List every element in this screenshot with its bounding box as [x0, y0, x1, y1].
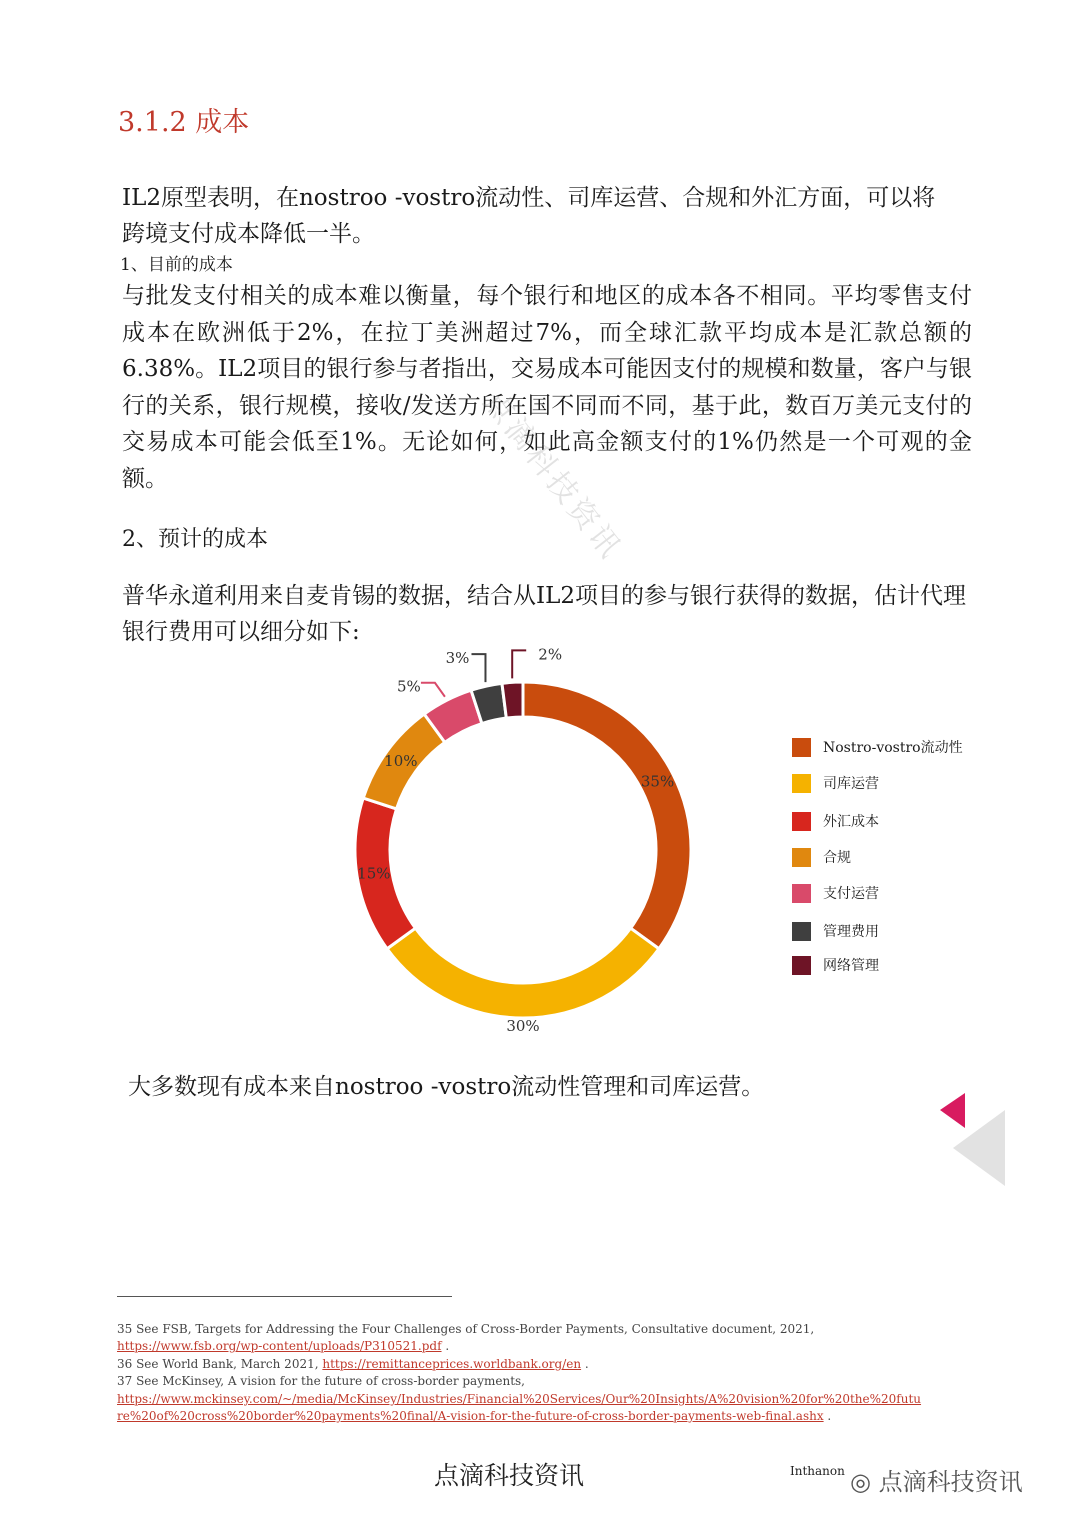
legend-swatch [792, 774, 811, 793]
footnote-line [117, 1373, 525, 1390]
current-cost-paragraph: 与批发支付相关的成本难以衡量，每个银行和地区的成本各不相同。平均零售支付成本在欧洲低于2%，在拉丁美洲超过7%，而全球汇款平均成本是汇款总额的6.38%。IL2项目的银行参与者指出，交易成本可能因支付的规模和数量，客户与银行的关系，银行规模，接收/发送方所在国不同而不同，基于此，数百万美元支付的交易成本可能会低至1%。无论如何，如此高金额支付的1%仍然是一个可观的金额。 [122, 283, 972, 492]
wechat-name: 点滴科技资讯 [878, 1468, 1023, 1496]
footnote-text: 36 See World Bank, March 2021, [117, 1357, 323, 1371]
donut-slice [502, 682, 523, 718]
wechat-watermark [850, 1462, 1023, 1497]
legend-swatch [792, 884, 811, 903]
intro-paragraph: IL2原型表明，在nostroo -vostro流动性、司库运营、合规和外汇方面，可以将跨境支付成本降低一半。 [122, 185, 936, 247]
slice-label: 5% [397, 677, 421, 696]
legend-label: 司库运营 [823, 776, 879, 792]
legend-swatch [792, 738, 811, 757]
leader-line [421, 683, 445, 697]
slice-label: 2% [538, 645, 563, 664]
footnote-link[interactable]: https://www.fsb.org/wp-content/uploads/P310521.pdf [117, 1339, 442, 1353]
footnote-line [117, 1338, 449, 1355]
donut-slice [523, 682, 691, 949]
footnote-link[interactable]: https://www.mckinsey.com/~/media/McKinsey/Industries/Financial%20Services/Our%20Insights/A%20vision%20for%20the%20futu [117, 1392, 922, 1406]
subheading-current-cost: 1、目前的成本 [120, 255, 233, 275]
legend-swatch [792, 848, 811, 867]
slice-label: 30% [506, 1017, 540, 1035]
footer-right-text: Inthanon [790, 1464, 845, 1478]
footnote-text: 35 See FSB, Targets for Addressing the Four Challenges of Cross-Border Payments, Consultative document, 2021, [117, 1322, 815, 1336]
legend-label: 网络管理 [823, 958, 879, 974]
wechat-icon: ◎ [850, 1468, 871, 1496]
legend-label: 合规 [823, 850, 851, 866]
footnote-text: 37 See McKinsey, A vision for the future of cross-border payments, [117, 1374, 525, 1388]
slice-label: 15% [357, 864, 391, 883]
footer-brand: 点滴科技资讯 [434, 1461, 585, 1490]
slice-label: 35% [640, 772, 675, 791]
legend-label: 管理费用 [823, 924, 879, 940]
footnote-divider [117, 1296, 452, 1297]
footnote-line [117, 1408, 831, 1425]
legend-label: Nostro-vostro流动性 [823, 740, 963, 756]
legend-label: 外汇成本 [823, 814, 879, 830]
leader-line [512, 650, 526, 678]
donut-slice [387, 928, 659, 1018]
projected-cost-paragraph: 普华永道利用来自麦肯锡的数据，结合从IL2项目的参与银行获得的数据，估计代理银行费用可以细分如下: [122, 583, 966, 645]
footnote-link[interactable]: https://remittanceprices.worldbank.org/en [322, 1357, 582, 1371]
legend-swatch [792, 922, 811, 941]
subheading-projected-cost: 2、预计的成本 [122, 527, 268, 552]
footnote-suffix: . [441, 1339, 450, 1353]
section-heading: 3.1.2 成本 [118, 107, 250, 138]
legend-swatch [792, 812, 811, 831]
legend-swatch [792, 956, 811, 975]
leader-line [471, 654, 485, 682]
slice-label: 10% [384, 752, 418, 771]
footnote-suffix: . [823, 1409, 832, 1423]
pink-triangle-shape [940, 1093, 965, 1128]
decorative-triangles [935, 1088, 1010, 1188]
footnote-line [117, 1356, 589, 1373]
slice-label: 3% [445, 649, 470, 668]
cost-breakdown-donut-chart [330, 645, 730, 1035]
conclusion-text: 大多数现有成本来自nostroo -vostro流动性管理和司库运营。 [128, 1074, 765, 1100]
legend-label: 支付运营 [823, 886, 879, 902]
footnote-link[interactable]: re%20of%20cross%20border%20payments%20final/A-vision-for-the-future-of-cross-border-payments-web-final.ashx [117, 1409, 824, 1423]
footnote-suffix: . [581, 1357, 589, 1371]
watermark: 点滴科技资讯 [476, 384, 630, 568]
footnote-line [117, 1391, 921, 1408]
footnote-line [117, 1321, 814, 1338]
